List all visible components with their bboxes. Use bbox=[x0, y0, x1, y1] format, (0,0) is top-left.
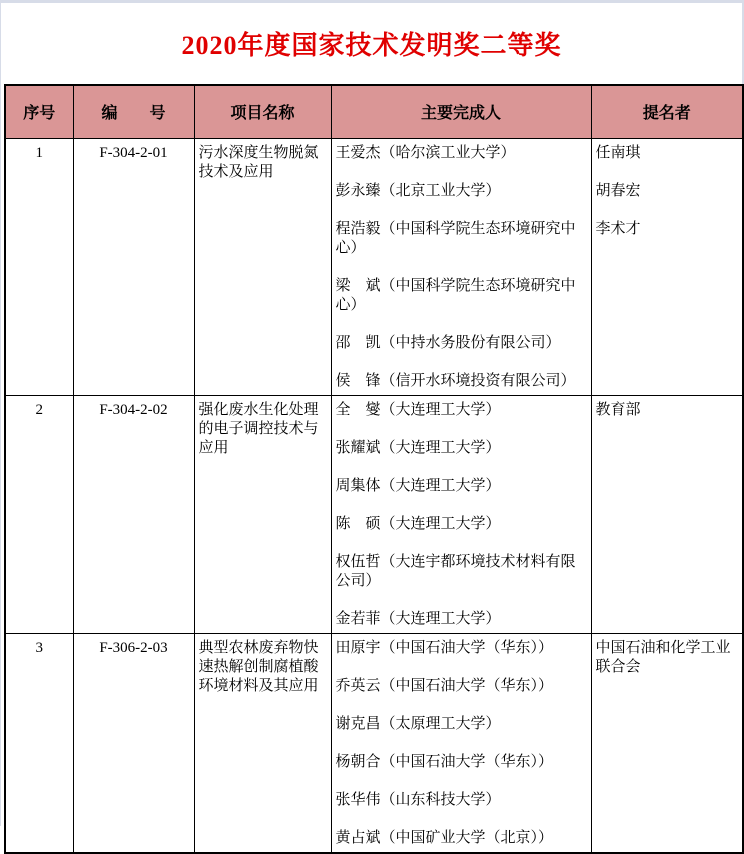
contributor-entry: 权伍哲（大连宇都环境技术材料有限公司） bbox=[335, 553, 576, 589]
project-cell: 典型农林废弃物快速热解创制腐植酸环境材料及其应用 bbox=[194, 633, 331, 853]
nominators-cell bbox=[591, 138, 743, 395]
contributor-entry: 张耀斌（大连理工大学） bbox=[335, 439, 501, 456]
table-row bbox=[5, 138, 743, 395]
project-cell: 强化废水生化处理的电子调控技术与应用 bbox=[194, 395, 331, 633]
project-cell: 污水深度生物脱氮技术及应用 bbox=[194, 138, 331, 395]
table-row bbox=[5, 633, 743, 853]
nominator-entry: 中国石油和化学工业联合会 bbox=[595, 639, 731, 675]
contributor-entry: 黄占斌（中国矿业大学（北京）） bbox=[335, 829, 554, 846]
contributor-entry: 邵 凯（中持水务股份有限公司） bbox=[335, 334, 561, 351]
page-title: 2020年度国家技术发明奖二等奖 bbox=[181, 31, 562, 60]
contributor-entry: 田原宇（中国石油大学（华东）） bbox=[335, 639, 554, 656]
contributor-entry: 陈 硕（大连理工大学） bbox=[335, 515, 501, 532]
awards-table bbox=[4, 84, 744, 854]
header-row bbox=[5, 85, 743, 138]
index-cell: 2 bbox=[5, 395, 73, 633]
nominators-cell bbox=[591, 633, 743, 853]
contributor-entry: 彭永臻（北京工业大学） bbox=[335, 182, 501, 199]
code-cell: F-304-2-02 bbox=[73, 395, 194, 633]
code-cell: F-306-2-03 bbox=[73, 633, 194, 853]
contributors-cell bbox=[331, 395, 591, 633]
nominator-entry: 李术才 bbox=[595, 220, 641, 237]
contributor-entry: 乔英云（中国石油大学（华东）） bbox=[335, 677, 554, 694]
page-title-area bbox=[1, 3, 742, 84]
col-header-contributors: 主要完成人 bbox=[331, 85, 591, 138]
contributor-entry: 全 燮（大连理工大学） bbox=[335, 401, 501, 418]
col-header-code: 编 号 bbox=[73, 85, 194, 138]
contributor-entry: 谢克昌（太原理工大学） bbox=[335, 715, 501, 732]
contributor-entry: 梁 斌（中国科学院生态环境研究中心） bbox=[335, 277, 576, 313]
index-cell: 3 bbox=[5, 633, 73, 853]
contributors-cell bbox=[331, 633, 591, 853]
contributor-entry: 程浩毅（中国科学院生态环境研究中心） bbox=[335, 220, 576, 256]
nominators-cell bbox=[591, 395, 743, 633]
table-row bbox=[5, 395, 743, 633]
contributors-cell bbox=[331, 138, 591, 395]
nominator-entry: 任南琪 bbox=[595, 144, 641, 161]
contributor-entry: 周集体（大连理工大学） bbox=[335, 477, 501, 494]
contributor-entry: 王爱杰（哈尔滨工业大学） bbox=[335, 144, 516, 161]
code-cell: F-304-2-01 bbox=[73, 138, 194, 395]
col-header-index: 序号 bbox=[5, 85, 73, 138]
contributor-entry: 金若菲（大连理工大学） bbox=[335, 610, 501, 627]
col-header-nominator: 提名者 bbox=[591, 85, 743, 138]
contributor-entry: 杨朝合（中国石油大学（华东）） bbox=[335, 753, 554, 770]
contributor-entry: 侯 锋（信开水环境投资有限公司） bbox=[335, 372, 576, 389]
contributor-entry: 张华伟（山东科技大学） bbox=[335, 791, 501, 808]
col-header-project: 项目名称 bbox=[194, 85, 331, 138]
nominator-entry: 教育部 bbox=[595, 401, 641, 418]
index-cell: 1 bbox=[5, 138, 73, 395]
nominator-entry: 胡春宏 bbox=[595, 182, 641, 199]
